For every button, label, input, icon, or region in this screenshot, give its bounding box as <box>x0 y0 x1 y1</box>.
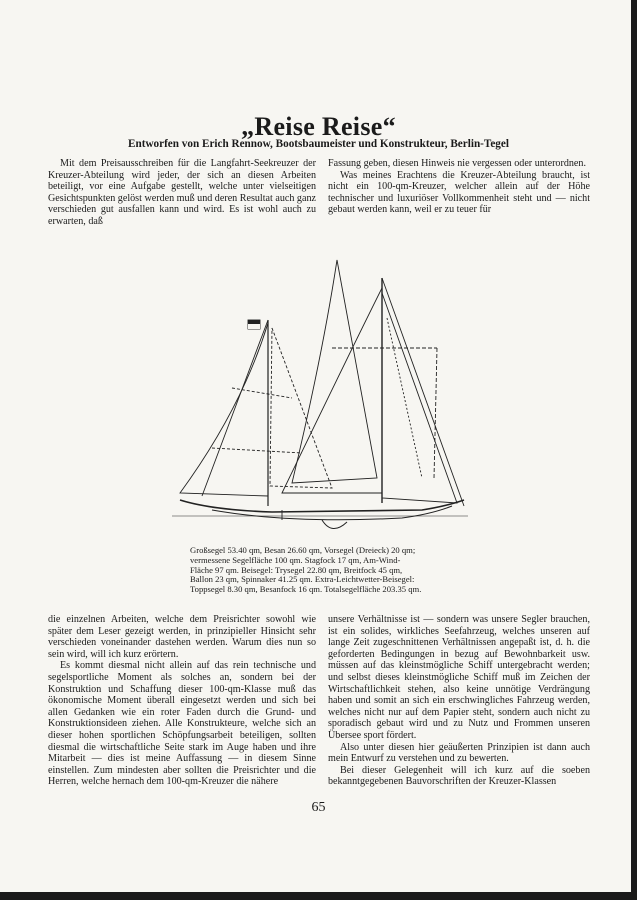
article-title: „Reise Reise“ <box>241 112 396 141</box>
paragraph: die einzelnen Arbeiten, welche dem Preisrichter sowohl wie später dem Leser gezeigt werden, in prinzipieller Hinsicht sehr verschieden voneinander dastehen werden. Warum dies nun so sein wird, will ich kurz erörtern. <box>48 614 316 660</box>
page-number: 65 <box>311 800 326 815</box>
caption-line: Toppsegel 8.30 qm, Besanfock 16 qm. Totalsegelfläche 203.35 qm. <box>190 584 422 595</box>
article-subtitle: Entworfen von Erich Rennow, Bootsbaumeister und Konstrukteur, Berlin-Tegel <box>128 138 509 150</box>
yawl-sail-plan-drawing <box>172 248 468 542</box>
caption-line: vermessene Segelfläche 100 qm. Stagfock 17 qm, Am-Wind- <box>190 554 401 565</box>
paragraph: Also unter diesen hier geäußerten Prinzipien ist dann auch mein Entwurf zu verstehen und zu bewerten. <box>328 741 590 765</box>
paragraph: Fassung geben, diesen Hinweis nie vergessen oder unterordnen. <box>328 158 586 169</box>
caption-line: Fläche 97 qm. Beisegel: Trysegel 22.80 qm, Breitfock 45 qm, <box>190 564 403 575</box>
paragraph: Mit dem Preisausschreiben für die Langfahrt-Seekreuzer der Kreuzer-Abteilung wird jeder, der sich an diesen Arbeiten beteiligt, vor eine Aufgabe gestellt, welche unter vielseitigen Gesichtspunkten gelöst werden muß und deren Resultat auch ganz verschieden gut ausfallen kann und wird. Es ist wohl auch zu erwarten, daß <box>48 158 316 227</box>
caption-line: Großsegel 53.40 qm, Besan 26.60 qm, Vorsegel (Dreieck) 20 qm; <box>190 545 416 555</box>
top-right-column <box>328 158 590 216</box>
paragraph: Bei dieser Gelegenheit will ich kurz auf die soeben bekanntgegebenen Bauvorschriften der Kreuzer-Klassen <box>328 764 590 788</box>
figure-caption <box>190 546 456 595</box>
paragraph: Es kommt diesmal nicht allein auf das rein technische und segelsportliche Moment als solches an, sondern bei der Konstruktion und Schaffung dieser 100-qm-Klasse muß das ökonomische Moment überall eingesetzt werden und sich bei allen Gedanken wie ein roter Faden durch die Grund- und Konstruktionsideen ziehen. Alle Konstrukteure, welche sich an dieser hohen sportlichen Schöpfungsarbeit beteiligen, sollten diesmal die wirtschaftliche Seite stark im Auge haben und ihre Mitarbeit — dies ist meine Auffassung — in diesem Sinne einstellen. Zum mindesten aber sollten die Preisrichter und die Herren, welche hernach dem 100-qm-Kreuzer die nähere <box>48 660 316 788</box>
bottom-left-column <box>48 614 316 788</box>
page-edge-bottom <box>0 892 637 900</box>
caption-line: Ballon 23 qm, Spinnaker 41.25 qm. Extra-Leichtwetter-Beisegel: <box>190 574 415 585</box>
top-left-column <box>48 158 316 228</box>
bottom-right-column <box>328 614 590 788</box>
paragraph: Was meines Erachtens die Kreuzer-Abteilung braucht, ist nicht ein 100-qm-Kreuzer, welcher allein auf der Höhe technischer und luxuriöser Vollkommenheit steht und — nicht gebaut werden kann, weil er zu teuer für <box>328 169 590 216</box>
paragraph: unsere Verhältnisse ist — sondern was unsere Segler brauchen, ist ein solides, wirkliches Seefahrzeug, welches unseren auf lange Zeit zugeschnittenen Verhältnissen angepaßt ist, d. h. die geforderten Bedingungen in bezug auf Bewohnbarkeit usw. müssen auf das kleinstmögliche Schiff untergebracht werden; und selbst dieses kleinstmögliche Schiff muß im Zeichen der Wirtschaftlichkeit stehen, also keine unnötige Verdrängung haben und somit an sich ein erschwingliches Fahrzeug werden, welches nicht nur auf dem Papier steht, sondern auch nicht zu sporadisch gebaut wird und zu Nutz und Frommen unseren Übersee sport fördert. <box>328 614 590 741</box>
